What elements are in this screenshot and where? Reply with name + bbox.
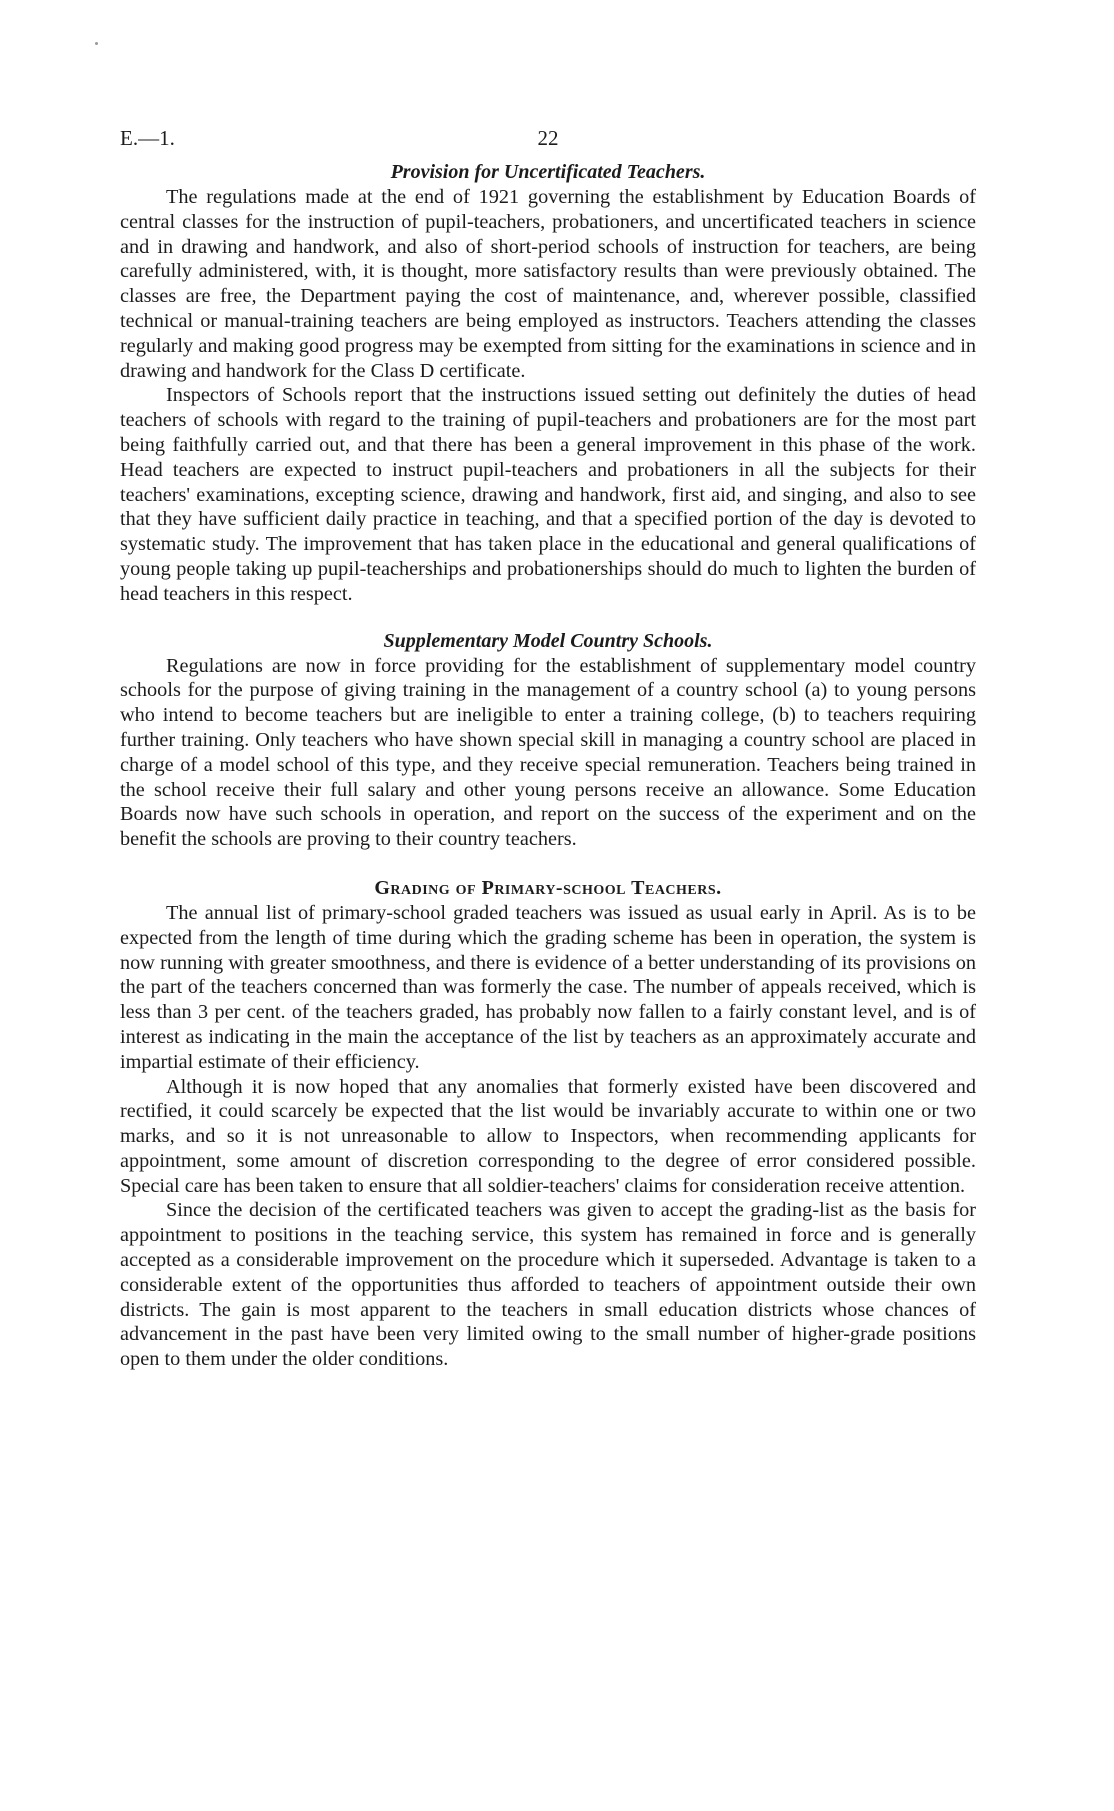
section-heading: Provision for Uncertificated Teachers. xyxy=(390,161,706,183)
paper-speck xyxy=(95,42,98,45)
section-grading-primary-teachers xyxy=(120,876,976,1372)
paragraph: Inspectors of Schools report that the instructions issued setting out definitely the duties of head teachers of schools with regard to the training of pupil-teachers and probationers are for the most part being faithfully carried out, and that there has been a general improvement in this phase of the work. Head teachers are expected to instruct pupil-teachers and probationers in all the subjects for their teachers' examinations, excepting science, drawing and handwork, first aid, and singing, and also to see that they have sufficient daily practice in teaching, and that a specified portion of the day is devoted to systematic study. The improvement that has taken place in the educational and general qualifications of young people taking up pupil-teacherships and probationerships should do much to lighten the burden of head teachers in this respect. xyxy=(120,384,976,605)
paragraph: Since the decision of the certificated teachers was given to accept the grading-list as the basis for appointment to positions in the teaching service, this system has remained in force and is generally accepted as a considerable improvement on the procedure which it superseded. Advantage is taken to a considerable extent of the opportunities thus afforded to teachers of appointment outside their own districts. The gain is most apparent to the teachers in small education districts whose chances of advancement in the past have been very limited owing to the small number of higher-grade positions open to them under the older conditions. xyxy=(120,1199,976,1371)
page-header xyxy=(120,126,976,156)
paragraph: The annual list of primary-school graded teachers was issued as usual early in April. As is to be expected from the length of time during which the grading scheme has been in operation, the system is now running with greater smoothness, and there is evidence of a better understanding of its provisions on the part of the teachers concerned than was formerly the case. The number of appeals received, which is less than 3 per cent. of the teachers graded, has probably now fallen to a fairly constant level, and is of interest as indicating in the main the acceptance of the list by teachers as an approximately accurate and impartial estimate of their efficiency. xyxy=(120,901,976,1073)
document-reference: E.—1. xyxy=(120,126,175,150)
paragraph: Although it is now hoped that any anomalies that formerly existed have been discovered and rectified, it could scarcely be expected that the list would be invariably accurate to within one or two marks, and so it is not unreasonable to allow to Inspectors, when recommending applicants for appointment, some amount of discretion corresponding to the degree of error considered possible. Special care has been taken to ensure that all soldier-teachers' claims for consideration receive attention. xyxy=(120,1075,976,1197)
section-heading: Supplementary Model Country Schools. xyxy=(383,629,713,652)
paragraph: The regulations made at the end of 1921 governing the establishment by Education Boards of central classes for the instruction of pupil-teachers, probationers, and uncertificated teachers in science and in drawing and handwork, and also of short-period schools of instruction for teachers, are being carefully administered, with, it is thought, more satisfactory results than were previously obtained. The classes are free, the Department paying the cost of maintenance, and, wherever possible, classified technical or manual-training teachers are being employed as instructors. Teachers attending the classes regularly and making good progress may be exempted from sitting for the examinations in science and in drawing and handwork for the Class D certificate. xyxy=(120,186,976,382)
section-heading: Grading of Primary-school Teachers. xyxy=(374,876,722,899)
page-number: 22 xyxy=(537,126,559,150)
paragraph: Regulations are now in force providing for the establishment of supplementary model country schools for the purpose of giving training in the management of a country school (a) to young persons who intend to become teachers but are ineligible to enter a training college, (b) to teachers requiring further training. Only teachers who have shown special skill in managing a country school are placed in charge of a model school of this type, and they receive special remuneration. Teachers being trained in the school receive their full salary and other young persons receive an allowance. Some Education Boards now have such schools in operation, and report on the success of the experiment and on the benefit the schools are proving to their country teachers. xyxy=(120,654,976,851)
document-page xyxy=(120,126,976,1372)
section-provision-uncertificated xyxy=(120,160,976,607)
section-supplementary-model-schools xyxy=(120,629,976,852)
